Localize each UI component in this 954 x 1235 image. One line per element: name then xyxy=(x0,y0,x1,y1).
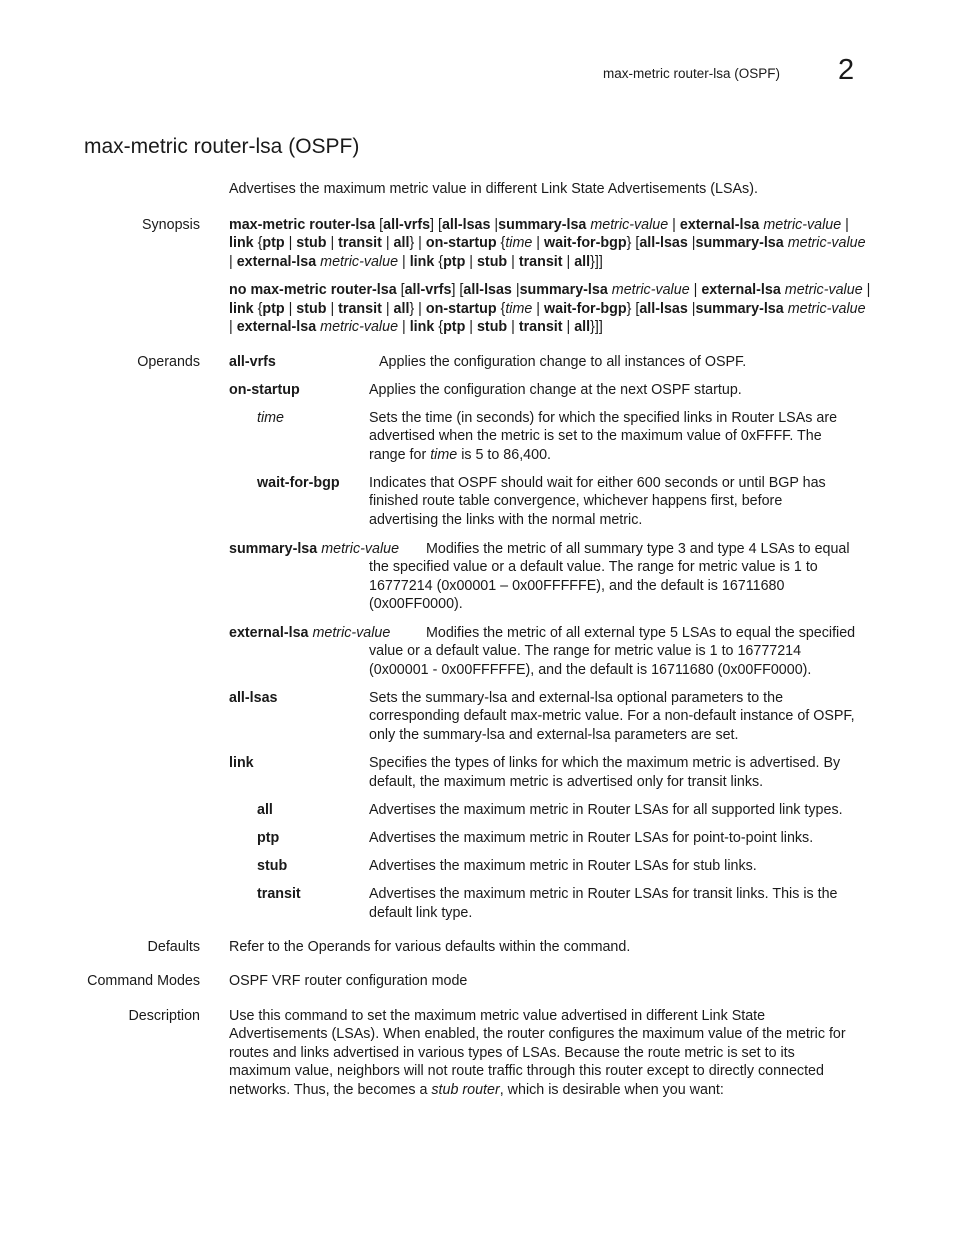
operand-desc-stub: Advertises the maximum metric in Router LSAs for stub links. xyxy=(369,858,757,874)
operand-desc-wait-for-bgp: advertising the links with the normal metric. xyxy=(369,512,643,528)
operand-desc-external-lsa: Modifies the metric of all external type 5 LSAs to equal the specified xyxy=(426,625,856,641)
operand-term-all-vrfs: all-vrfs xyxy=(229,354,276,370)
command-modes-label: Command Modes xyxy=(87,973,200,989)
operand-desc-all: Advertises the maximum metric in Router LSAs for all supported link types. xyxy=(369,802,843,818)
operand-desc-time: range for time is 5 to 86,400. xyxy=(369,447,552,463)
command-modes-text: OSPF VRF router configuration mode xyxy=(229,973,468,989)
operand-desc-summary-lsa: (0x00FF0000). xyxy=(369,596,463,612)
defaults-label: Defaults xyxy=(147,939,200,955)
synopsis-line: link {ptp | stub | transit | all} | on-startup {time | wait-for-bgp} [all-lsas |summary-lsa metric-value xyxy=(229,235,866,251)
intro-text: Advertises the maximum metric value in different Link State Advertisements (LSAs). xyxy=(229,181,758,197)
operand-desc-all-lsas: corresponding default max-metric value. For a non-default instance of OSPF, xyxy=(369,708,855,724)
description-line: maximum value, neighbors will not route traffic through this router except to directly connected xyxy=(229,1063,824,1079)
operand-desc-external-lsa: value or a default value. The range for metric value is 1 to 16777214 xyxy=(369,643,802,659)
operand-desc-time: advertised when the metric is set to the maximum value of 0xFFFF. The xyxy=(369,428,822,444)
synopsis-no-line: no max-metric router-lsa [all-vrfs] [all-lsas |summary-lsa metric-value | external-lsa metric-value | xyxy=(229,282,871,298)
synopsis-line: max-metric router-lsa [all-vrfs] [all-lsas |summary-lsa metric-value | external-lsa metric-value | xyxy=(229,217,849,233)
description-line: Advertisements (LSAs). When enabled, the router configures the maximum value of the metric for xyxy=(229,1026,846,1042)
operand-term-on-startup: on-startup xyxy=(229,382,300,398)
operand-term-wait-for-bgp: wait-for-bgp xyxy=(257,475,340,491)
operand-desc-summary-lsa: the specified value or a default value. The range for metric value is 1 to xyxy=(369,559,818,575)
synopsis-label: Synopsis xyxy=(141,217,200,233)
operand-desc-time: Sets the time (in seconds) for which the specified links in Router LSAs are xyxy=(369,410,838,426)
operand-desc-all-lsas: Sets the summary-lsa and external-lsa optional parameters to the xyxy=(369,690,784,706)
operand-term-external-lsa: external-lsa metric-value xyxy=(229,625,391,641)
operand-desc-link: Specifies the types of links for which the maximum metric is advertised. By xyxy=(369,755,841,771)
operand-term-summary-lsa: summary-lsa metric-value xyxy=(229,541,400,557)
operand-desc-all-vrfs: Applies the configuration change to all instances of OSPF. xyxy=(379,354,747,370)
description-label: Description xyxy=(128,1008,200,1024)
operand-desc-wait-for-bgp: Indicates that OSPF should wait for either 600 seconds or until BGP has xyxy=(369,475,826,491)
operand-term-time: time xyxy=(257,410,285,426)
operand-desc-link: default, the maximum metric is advertised only for transit links. xyxy=(369,774,764,790)
operand-term-ptp: ptp xyxy=(257,830,280,846)
synopsis-line: | external-lsa metric-value | link {ptp | stub | transit | all}]] xyxy=(229,254,603,270)
synopsis-no-line: | external-lsa metric-value | link {ptp | stub | transit | all}]] xyxy=(229,319,603,335)
operand-desc-external-lsa: (0x00001 - 0x00FFFFFE), and the default is 16711680 (0x00FF0000). xyxy=(369,662,812,678)
operands-label: Operands xyxy=(137,354,200,370)
operand-desc-summary-lsa: 16777214 (0x00001 – 0x00FFFFFE), and the default is 16711680 xyxy=(369,578,785,594)
operand-term-all-lsas: all-lsas xyxy=(229,690,278,706)
operand-desc-transit: default link type. xyxy=(369,905,473,921)
synopsis-no-line: link {ptp | stub | transit | all} | on-startup {time | wait-for-bgp} [all-lsas |summary-lsa metric-value xyxy=(229,301,866,317)
operand-desc-ptp: Advertises the maximum metric in Router LSAs for point-to-point links. xyxy=(369,830,814,846)
operand-desc-summary-lsa: Modifies the metric of all summary type 3 and type 4 LSAs to equal xyxy=(426,541,850,557)
operand-desc-on-startup: Applies the configuration change at the next OSPF startup. xyxy=(369,382,742,398)
operand-desc-transit: Advertises the maximum metric in Router LSAs for transit links. This is the xyxy=(369,886,838,902)
operand-desc-wait-for-bgp: finished route table convergence, whichever happens first, before xyxy=(369,493,783,509)
description-line: routes and links advertised in various types of LSAs. Because the route metric is set to its xyxy=(229,1045,795,1061)
operand-term-transit: transit xyxy=(257,886,301,902)
operand-term-stub: stub xyxy=(257,858,288,874)
description-line: Use this command to set the maximum metric value advertised in different Link State xyxy=(229,1008,766,1024)
defaults-text: Refer to the Operands for various defaults within the command. xyxy=(229,939,631,955)
operand-term-all: all xyxy=(257,802,273,818)
running-header-title: max-metric router-lsa (OSPF) xyxy=(603,66,781,81)
operand-term-link: link xyxy=(229,755,254,771)
page-title: max-metric router-lsa (OSPF) xyxy=(84,135,360,158)
operand-desc-all-lsas: only the summary-lsa and external-lsa parameters are set. xyxy=(369,727,739,743)
description-line: networks. Thus, the becomes a stub router, which is desirable when you want: xyxy=(229,1082,724,1098)
chapter-number: 2 xyxy=(838,54,855,86)
